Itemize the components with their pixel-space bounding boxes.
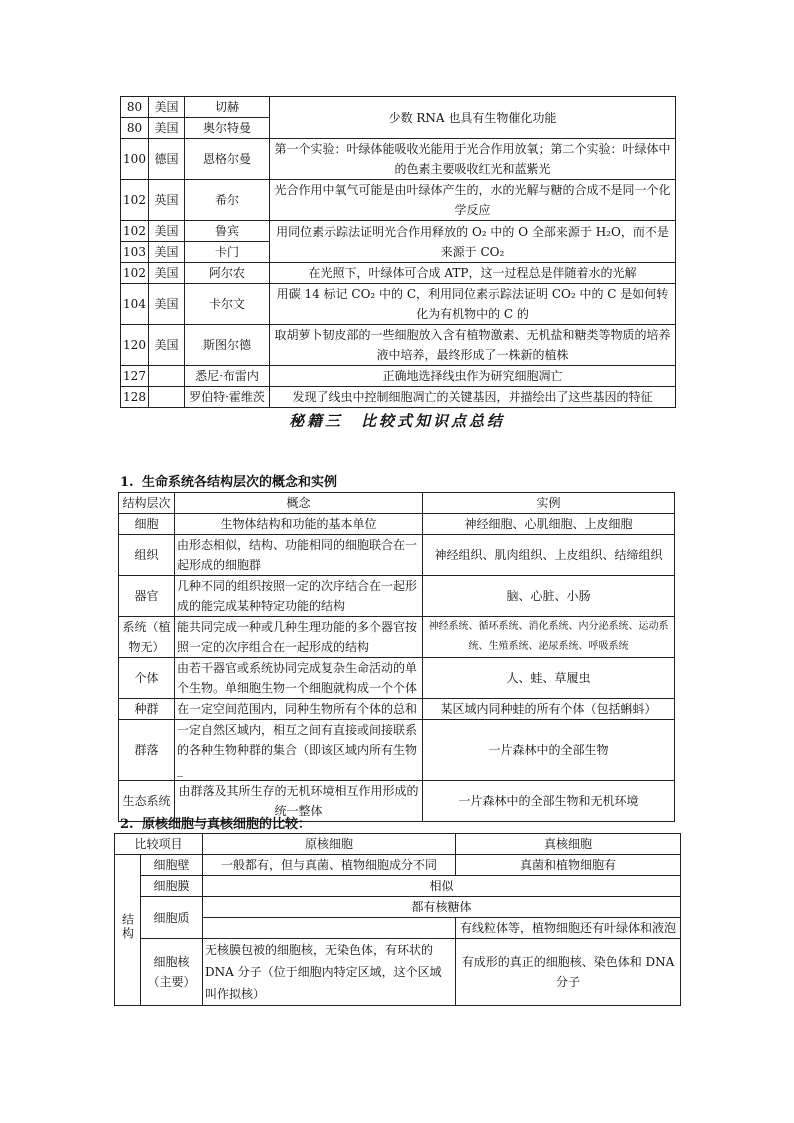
country-cell: 美国 — [149, 118, 185, 139]
page-cell: 100 — [121, 139, 149, 180]
example-cell: 神经细胞、心肌细胞、上皮细胞 — [423, 514, 675, 535]
concept-cell: 由群落及其所生存的无机环境相互作用形成的统一整体 — [175, 781, 423, 822]
table-row — [121, 284, 676, 325]
column-header: 原核细胞 — [203, 834, 456, 855]
name-cell: 卡尔文 — [185, 284, 270, 325]
level-cell: 种群 — [119, 699, 175, 720]
example-cell: 神经系统、循环系统、消化系统、内分泌系统、运动系统、生殖系统、泌尿系统、呼吸系统 — [423, 617, 675, 658]
name-cell: 罗伯特·霍维茨 — [185, 387, 270, 408]
common-cell: 都有核糖体 — [203, 897, 681, 918]
common-cell: 相似 — [203, 876, 681, 897]
table-row — [121, 221, 676, 242]
column-header: 比较项目 — [115, 834, 203, 855]
example-cell: 人、蛙、草履虫 — [423, 658, 675, 699]
section-number: 1. — [120, 475, 134, 490]
table-row — [115, 939, 681, 1006]
table-row — [121, 387, 676, 408]
concept-cell: 由形态相似，结构、功能相同的细胞联合在一起形成的细胞群 — [175, 535, 423, 576]
table-row — [115, 855, 681, 876]
country-cell: 美国 — [149, 97, 185, 118]
country-cell: 美国 — [149, 221, 185, 242]
section-title-2 — [120, 813, 311, 832]
example-cell: 某区域内同种蛙的所有个体（包括蝌蚪） — [423, 699, 675, 720]
level-cell: 组织 — [119, 535, 175, 576]
desc-cell: 光合作用中氧气可能是由叶绿体产生的，水的光解与糖的合成不是同一个化学反应 — [270, 180, 676, 221]
name-cell: 恩格尔曼 — [185, 139, 270, 180]
table-row — [121, 366, 676, 387]
example-cell: 一片森林中的全部生物和无机环境 — [423, 781, 675, 822]
name-cell: 鲁宾 — [185, 221, 270, 242]
desc-cell: 第一个实验：叶绿体能吸收光能用于光合作用放氧；第二个实验：叶绿体中的色素主要吸收红光和蓝紫光 — [270, 139, 676, 180]
column-header: 概念 — [175, 493, 423, 514]
item-cell: 细胞核（主要） — [141, 939, 203, 1006]
level-cell: 群落 — [119, 720, 175, 781]
page-cell: 104 — [121, 284, 149, 325]
country-cell: 美国 — [149, 284, 185, 325]
level-cell: 生态系统 — [119, 781, 175, 822]
page-cell: 103 — [121, 242, 149, 263]
eukaryote-cell: 有线粒体等，植物细胞还有叶绿体和液泡 — [456, 918, 681, 939]
section-title-text: 原核细胞与真核细胞的比较： — [142, 817, 312, 832]
example-cell: 神经组织、肌肉组织、上皮组织、结缔组织 — [423, 535, 675, 576]
concept-cell: 几种不同的组织按照一定的次序结合在一起形成的能完成某种特定功能的结构 — [175, 576, 423, 617]
scientist-table — [120, 96, 676, 408]
item-cell: 细胞膜 — [141, 876, 203, 897]
table-row — [121, 97, 676, 118]
name-cell: 卡门 — [185, 242, 270, 263]
page-cell: 102 — [121, 221, 149, 242]
name-cell: 悉尼·布雷内 — [185, 366, 270, 387]
table-row — [121, 139, 676, 180]
column-header: 真核细胞 — [456, 834, 681, 855]
page-cell: 102 — [121, 263, 149, 284]
desc-cell: 用同位素示踪法证明光合作用释放的 O₂ 中的 O 全部来源于 H₂O，而不是来源于 CO₂ — [270, 221, 676, 263]
level-cell: 系统（植物无） — [119, 617, 175, 658]
name-cell: 希尔 — [185, 180, 270, 221]
desc-cell: 取胡萝卜韧皮部的一些细胞放入含有植物激素、无机盐和糖类等物质的培养液中培养，最终形成了一株新的植株 — [270, 325, 676, 366]
table-row — [119, 658, 675, 699]
name-cell: 斯图尔德 — [185, 325, 270, 366]
level-cell: 细胞 — [119, 514, 175, 535]
page-cell: 80 — [121, 97, 149, 118]
group-label: 结构 — [120, 913, 135, 941]
page-cell: 120 — [121, 325, 149, 366]
desc-cell: 在光照下，叶绿体可合成 ATP，这一过程总是伴随着水的光解 — [270, 263, 676, 284]
concept-cell: 在一定空间范围内，同种生物所有个体的总和 — [175, 699, 423, 720]
column-header: 实例 — [423, 493, 675, 514]
table-row — [119, 720, 675, 781]
section-heading: 秘籍三 比较式知识点总结 — [288, 412, 505, 430]
name-cell: 奥尔特曼 — [185, 118, 270, 139]
table-row — [115, 897, 681, 918]
table-header-row — [119, 493, 675, 514]
country-cell — [149, 366, 185, 387]
table-row — [121, 325, 676, 366]
country-cell: 美国 — [149, 242, 185, 263]
section-title-1 — [120, 471, 337, 490]
example-cell: 脑、心脏、小肠 — [423, 576, 675, 617]
country-cell: 美国 — [149, 263, 185, 284]
cell-comparison-table — [114, 833, 681, 1006]
name-cell: 阿尔农 — [185, 263, 270, 284]
concept-cell: 由若干器官或系统协同完成复杂生命活动的单个生物。单细胞生物一个细胞就构成一个个体 — [175, 658, 423, 699]
prokaryote-cell: 无核膜包被的细胞核，无染色体，有环状的 DNA 分子（位于细胞内特定区域，这个区域叫作拟核） — [203, 939, 456, 1006]
example-cell: 一片森林中的全部生物 — [423, 720, 675, 781]
table-row — [119, 699, 675, 720]
table-row — [121, 180, 676, 221]
page-cell: 128 — [121, 387, 149, 408]
table-row — [115, 876, 681, 897]
table-row — [119, 617, 675, 658]
concept-cell: 生物体结构和功能的基本单位 — [175, 514, 423, 535]
table-row — [119, 576, 675, 617]
concept-cell: 一定自然区域内，相互之间有直接或间接联系的各种生物种群的集合（即该区域内所有生物_ — [175, 720, 423, 781]
prokaryote-cell: 一般都有，但与真菌、植物细胞成分不同 — [203, 855, 456, 876]
concept-cell: 能共同完成一种或几种生理功能的多个器官按照一定的次序组合在一起形成的结构 — [175, 617, 423, 658]
level-cell: 个体 — [119, 658, 175, 699]
item-cell: 细胞质 — [141, 897, 203, 939]
eukaryote-cell: 真菌和植物细胞有 — [456, 855, 681, 876]
name-cell: 切赫 — [185, 97, 270, 118]
table-row — [119, 514, 675, 535]
life-system-table — [118, 492, 675, 822]
desc-cell: 发现了线虫中控制细胞凋亡的关键基因，并描绘出了这些基因的特征 — [270, 387, 676, 408]
country-cell: 美国 — [149, 325, 185, 366]
group-label-cell — [115, 855, 141, 1006]
table-row — [119, 535, 675, 576]
page-cell: 102 — [121, 180, 149, 221]
country-cell: 德国 — [149, 139, 185, 180]
eukaryote-cell: 有成形的真正的细胞核、染色体和 DNA 分子 — [456, 939, 681, 1006]
prokaryote-cell — [203, 918, 456, 939]
section-title-text: 生命系统各结构层次的概念和实例 — [142, 475, 338, 490]
page-cell: 80 — [121, 118, 149, 139]
desc-cell: 少数 RNA 也具有生物催化功能 — [270, 97, 676, 139]
table-row — [121, 263, 676, 284]
country-cell: 英国 — [149, 180, 185, 221]
country-cell — [149, 387, 185, 408]
item-cell: 细胞壁 — [141, 855, 203, 876]
page-cell: 127 — [121, 366, 149, 387]
desc-cell: 用碳 14 标记 CO₂ 中的 C，利用同位素示踪法证明 CO₂ 中的 C 是如何转化为有机物中的 C 的 — [270, 284, 676, 325]
desc-cell: 正确地选择线虫作为研究细胞凋亡 — [270, 366, 676, 387]
section-number: 2. — [120, 817, 134, 832]
table-header-row — [115, 834, 681, 855]
level-cell: 器官 — [119, 576, 175, 617]
column-header: 结构层次 — [119, 493, 175, 514]
